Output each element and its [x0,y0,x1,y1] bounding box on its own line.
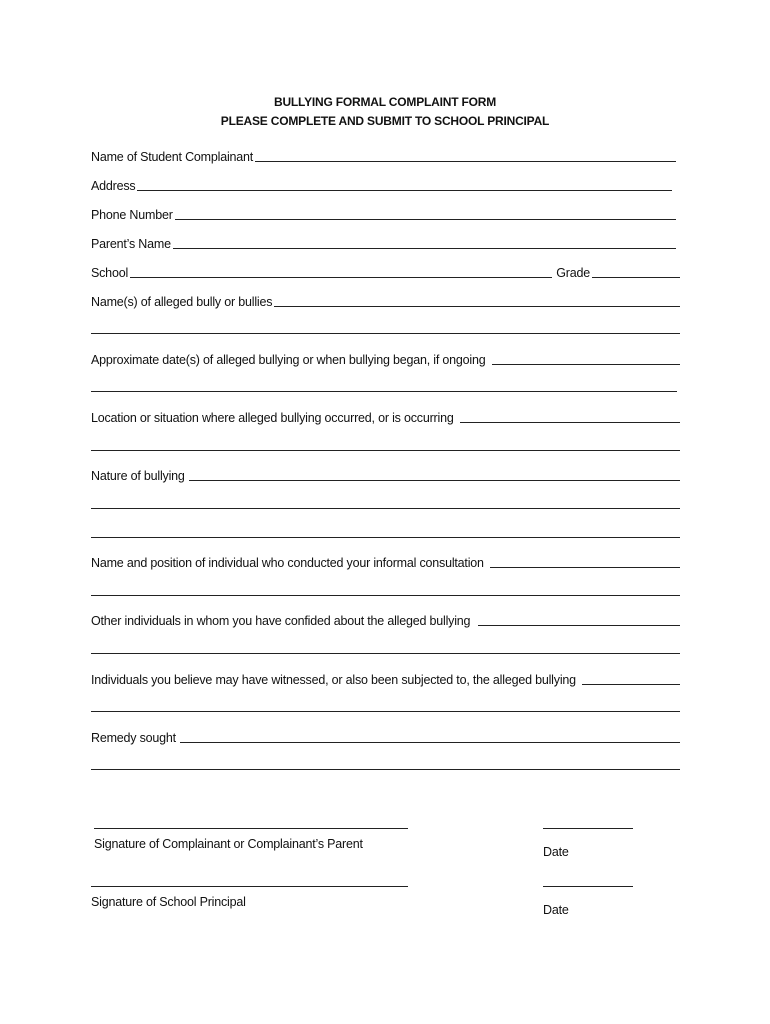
remedy-label: Remedy sought [91,731,176,745]
phone-field[interactable] [91,204,680,222]
grade-label: Grade [556,266,590,280]
complainant-signature-line[interactable] [94,828,408,829]
grade-line[interactable] [592,277,680,278]
phone-label: Phone Number [91,208,173,222]
date-line-1[interactable] [543,828,633,829]
consultation-line-2[interactable] [91,595,680,596]
dates-label: Approximate date(s) of alleged bullying or when bullying began, if ongoing [91,353,486,367]
confided-line-2[interactable] [91,653,680,654]
date-label-2: Date [543,903,569,917]
parent-name-line[interactable] [173,248,676,249]
consultation-field[interactable] [91,552,680,570]
dates-field[interactable] [91,349,680,367]
nature-line-3[interactable] [91,537,680,538]
remedy-field[interactable] [91,727,680,745]
principal-signature-label: Signature of School Principal [91,895,246,909]
form-title: BULLYING FORMAL COMPLAINT FORM [274,95,496,109]
nature-label: Nature of bullying [91,469,185,483]
nature-line-2[interactable] [91,508,680,509]
alleged-bully-label: Name(s) of alleged bully or bullies [91,295,273,309]
parent-name-label: Parent’s Name [91,237,171,251]
witnesses-line[interactable] [582,684,680,685]
complainant-signature-label: Signature of Complainant or Complainant’s Parent [94,837,363,851]
nature-line[interactable] [189,480,680,481]
consultation-label: Name and position of individual who conducted your informal consultation [91,556,484,570]
confided-line[interactable] [478,625,680,626]
alleged-bully-line-2[interactable] [91,333,680,334]
parent-name-field[interactable] [91,233,680,251]
address-label: Address [91,179,136,193]
location-label: Location or situation where alleged bullying occurred, or is occurring [91,411,454,425]
principal-signature-line[interactable] [91,886,408,887]
date-line-2[interactable] [543,886,633,887]
form-subtitle: PLEASE COMPLETE AND SUBMIT TO SCHOOL PRINCIPAL [220,114,550,128]
witnesses-label: Individuals you believe may have witnessed, or also been subjected to, the alleged bullying [91,673,576,687]
alleged-bully-line[interactable] [274,306,680,307]
school-line[interactable] [130,277,552,278]
remedy-line-2[interactable] [91,769,680,770]
student-name-line[interactable] [255,161,676,162]
dates-line-2[interactable] [91,391,677,392]
witnesses-field[interactable] [91,669,680,687]
confided-label: Other individuals in whom you have confided about the alleged bullying [91,614,471,628]
school-label: School [91,266,129,280]
location-field[interactable] [91,407,680,425]
phone-line[interactable] [175,219,676,220]
student-name-label: Name of Student Complainant [91,150,254,164]
confided-field[interactable] [91,610,680,628]
address-line[interactable] [137,190,672,191]
witnesses-line-2[interactable] [91,711,680,712]
student-name-field[interactable] [91,146,680,164]
consultation-line[interactable] [490,567,680,568]
nature-field[interactable] [91,465,680,483]
remedy-line[interactable] [180,742,680,743]
alleged-bully-field[interactable] [91,291,680,309]
school-field[interactable] [91,262,680,280]
dates-line[interactable] [492,364,681,365]
address-field[interactable] [91,175,680,193]
location-line[interactable] [460,422,680,423]
date-label-1: Date [543,845,569,859]
location-line-2[interactable] [91,450,680,451]
